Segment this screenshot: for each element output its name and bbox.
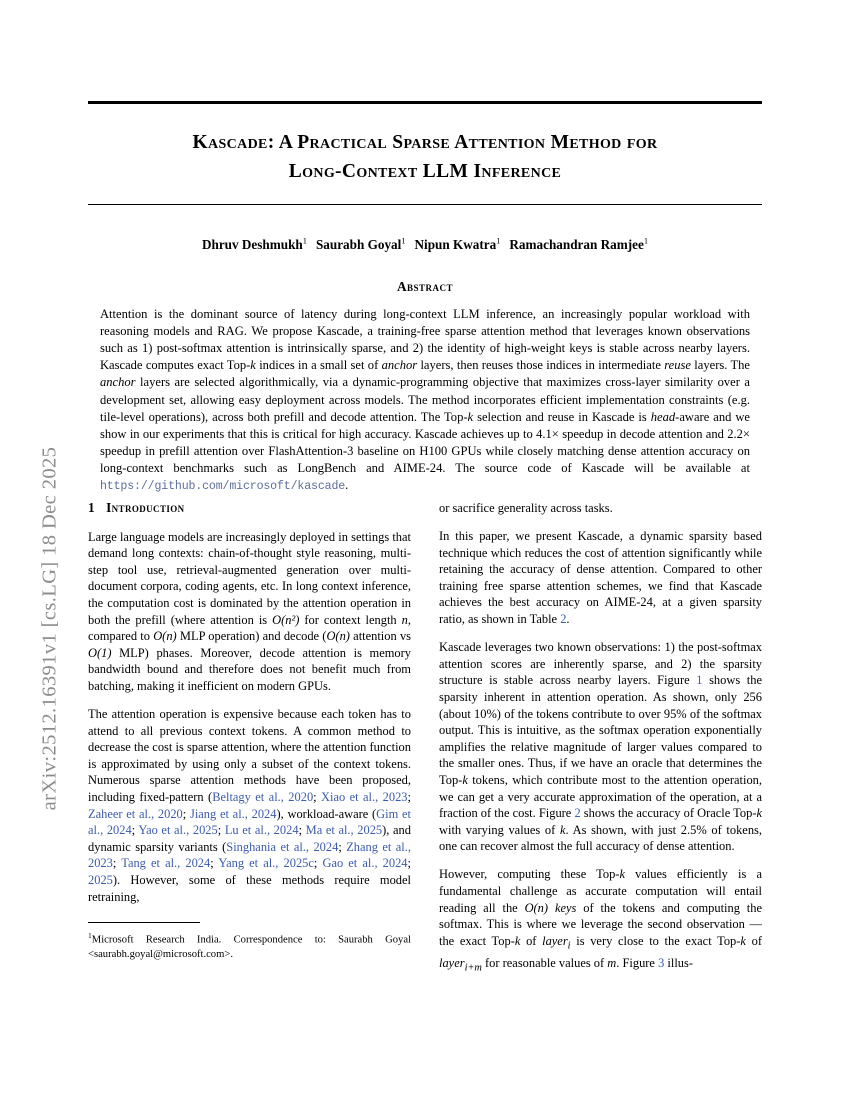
rc-p4-t5: of xyxy=(520,933,543,948)
rc-p4-t1: However, computing these Top- xyxy=(439,867,620,882)
lc-p1-math-4: O(n) xyxy=(326,629,350,644)
lc-p1-math-3: O(n) xyxy=(153,629,177,644)
lc-p2-s3: ; xyxy=(182,806,190,821)
lc-p2-s11: ; xyxy=(407,856,411,871)
rc-p4-math-3: k xyxy=(514,933,521,948)
author-4-name: Ramachandran Ramjee xyxy=(509,237,644,253)
lc-p2-s7: ; xyxy=(338,839,347,854)
lc-p2-s9: ; xyxy=(210,856,219,871)
citation-jiang-2024[interactable]: Jiang et al., 2024 xyxy=(189,806,277,821)
lc-p1-t3: , compared to xyxy=(88,612,411,644)
author-3 xyxy=(415,237,501,252)
abstract-em-anchor-2: anchor xyxy=(100,375,136,390)
rc-p3-t5: with varying values of xyxy=(439,822,560,837)
rc-p3-t6: . As shown, with just 2.5% of tokens, one can recover almost the full accuracy of dense attention. xyxy=(439,822,762,854)
author-4-affiliation-mark: 1 xyxy=(643,236,649,246)
abstract-text-3: layers, then reuses those indices in intermediate xyxy=(417,358,665,373)
paper-title xyxy=(88,128,762,186)
lc-p2-s4: ; xyxy=(131,823,139,838)
rc-p3-t3: tokens, which contribute most to the attention operation, we can get a very accurate approximation of the operation, at a fraction of the cost. Figure xyxy=(439,772,762,821)
lc-p1-t6: MLP) phases. Moreover, decode attention is memory bandwidth bound and therefore does not benefit much from batching, making it inefficient on modern GPUs. xyxy=(88,645,411,693)
figure-reference-3[interactable]: 3 xyxy=(658,955,665,970)
paragraph-intro-2 xyxy=(88,706,411,905)
title-rule-bottom xyxy=(88,204,762,205)
lc-p2-s6: ; xyxy=(298,823,306,838)
citation-yao-2025[interactable]: Yao et al., 2025 xyxy=(138,823,218,838)
lc-p1-t2: for context length xyxy=(299,612,402,627)
rc-p4-t2: values efficiently is a fundamental challenge as accurate computation will entail reading all the xyxy=(439,867,762,915)
abstract-body xyxy=(100,306,750,495)
abstract-text-2: indices in a small set of xyxy=(255,358,382,373)
rc-p4-t9: . Figure xyxy=(616,955,659,970)
rc-p3-t2: shows the sparsity inherent in attention operation. As shown, only 256 (about 10%) of the tokens contribute to over 95% of the softmax output. This is intuitive, as the softmax operation exponentially amplifies the relative magnitude of larger values compared to the smaller ones. Thus, if we have an oracle that determines the Top- xyxy=(439,673,762,787)
paragraph-intro-1 xyxy=(88,529,411,695)
lc-p1-math-5: O(1) xyxy=(88,645,112,660)
figure-reference-2[interactable]: 2 xyxy=(574,806,581,821)
citation-zaheer-2020[interactable]: Zaheer et al., 2020 xyxy=(88,806,183,821)
author-4 xyxy=(509,237,648,252)
paragraph-right-1: or sacrifice generality across tasks. xyxy=(439,501,613,515)
rc-p4-layer-im xyxy=(439,955,482,974)
abstract-source-code-url[interactable]: https://github.com/microsoft/kascade xyxy=(100,480,346,494)
rc-p4-em-keys: keys xyxy=(554,900,577,915)
citation-gao-2024[interactable]: Gao et al., 2024 xyxy=(322,856,408,871)
author-1-affiliation-mark: 1 xyxy=(302,236,307,246)
body-columns xyxy=(88,500,762,977)
abstract-heading: Abstract xyxy=(396,279,454,295)
lc-p1-t5: attention vs xyxy=(349,629,412,644)
citation-tang-2024[interactable]: Tang et al., 2024 xyxy=(121,856,211,871)
lc-p2-s10: ; xyxy=(313,856,323,871)
header-rule-top xyxy=(88,101,762,104)
lc-p2-s5: ; xyxy=(217,823,225,838)
rc-p4-t10: illus- xyxy=(664,955,693,970)
section-heading-introduction xyxy=(88,500,411,517)
abstract-text-5: layers are selected algorithmically, via a dynamic-programming objective that maximizes cross-layer similarity over a development set, allowing easy deployment across models. The method incorporates efficient implementation constraints (e.g. tile-level operations), across both prefill and decode attention. The Top- xyxy=(100,375,750,424)
citation-beltagy-2020[interactable]: Beltagy et al., 2020 xyxy=(212,790,314,804)
footnote-text xyxy=(88,929,411,962)
abstract-text-4: layers. The xyxy=(690,358,750,373)
citation-yang-2025c[interactable]: Yang et al., 2025c xyxy=(218,856,314,871)
citation-ma-2025[interactable]: Ma et al., 2025 xyxy=(305,823,383,838)
title-line-2: Long-Context LLM Inference xyxy=(288,160,562,182)
lc-p2-t1: The attention operation is expensive because each token has to attend to all previous context tokens. A common method to decrease the cost is sparse attention, where the attention function is approximated by using only a subset of the context tokens. Numerous sparse attention methods have been proposed, including fixed-pattern ( xyxy=(88,707,411,804)
author-1-name: Dhruv Deshmukh xyxy=(201,237,303,253)
paragraph-right-2 xyxy=(439,528,762,628)
rc-p3-math-1: k xyxy=(462,772,468,787)
abstract-text-6: selection and reuse in Kascade is xyxy=(473,409,651,424)
abstract-math-k-2: k xyxy=(467,409,474,424)
rc-p4-layer-im-sub: i+m xyxy=(464,962,482,974)
citation-singhania-2024[interactable]: Singhania et al., 2024 xyxy=(226,839,339,854)
citation-lu-2024[interactable]: Lu et al., 2024 xyxy=(224,823,299,838)
lc-p2-s8: ; xyxy=(112,856,122,871)
rc-p4-math-2: O(n) xyxy=(524,900,549,915)
lc-p2-s1: ; xyxy=(313,790,322,804)
rc-p4-t4: of the tokens and computing the softmax. This is where we leverage the second observation — the exact Top- xyxy=(439,900,763,948)
lc-p2-t3: ), and dynamic sparsity variants ( xyxy=(88,823,411,854)
paragraph-right-4 xyxy=(439,866,762,977)
footnote-mark: 1 xyxy=(88,931,92,940)
rc-p3-math-2: k xyxy=(756,806,762,821)
lc-p2-s2: ; xyxy=(407,790,411,804)
rc-p3-t1: Kascade leverages two known observations: 1) the post-softmax attention scores are inherently sparse, and 2) the sparsity structure is stable across nearby layers. Figure xyxy=(439,640,762,688)
arxiv-stamp-text: arXiv:2512.16391v1 [cs.LG] 18 Dec 2025 xyxy=(38,446,61,811)
rc-p4-math-1: k xyxy=(619,867,625,882)
lc-p1-math-2: n xyxy=(401,612,408,627)
left-column xyxy=(88,500,411,977)
author-3-affiliation-mark: 1 xyxy=(496,236,501,246)
rc-p4-layer-i-sub: i xyxy=(567,940,571,952)
figure-reference-1[interactable]: 1 xyxy=(696,673,703,688)
table-reference-2[interactable]: 2 xyxy=(560,612,567,627)
abstract-em-reuse-1: reuse xyxy=(664,358,691,373)
rc-p4-math-5: k xyxy=(740,933,746,948)
author-2 xyxy=(316,237,406,252)
abstract-math-k-1: k xyxy=(250,358,256,373)
author-list xyxy=(88,237,762,253)
paragraph-right-3 xyxy=(439,639,762,855)
citation-xiao-2023[interactable]: Xiao et al., 2023 xyxy=(321,790,408,804)
rc-p4-layer-i xyxy=(542,933,571,952)
lc-p1-t1: Large language models are increasingly deployed in settings that demand long contexts: chain-of-thought style reasoning, multi-step tool use, retrieval-augmented generation over multi-document corpora, coding agents, etc. In long context inference, the computation cost is dominated by the attention operation in both the prefill (where attention is xyxy=(88,529,411,627)
rc-p4-t6: is very close to the exact Top- xyxy=(570,933,741,948)
lc-p1-t4: MLP operation) and decode ( xyxy=(176,629,327,644)
paper-page xyxy=(88,0,762,1100)
abstract-em-anchor-1: anchor xyxy=(381,358,418,373)
citation-gim-2024[interactable]: Gim et al., 2024 xyxy=(88,806,411,838)
rc-p4-t7: of xyxy=(745,933,762,948)
author-1 xyxy=(202,237,307,252)
lc-p2-t4: ). However, some of these methods require model retraining, xyxy=(88,872,411,904)
footnote-block xyxy=(88,922,411,962)
abstract-text-7: -aware and we show in our experiments that this is critical for high accuracy. Kascade achieves up to 4.1× speedup in decode attention and 2.2× speedup in prefill attention over FlashAttention-3 baseline on H100 GPUs while closely matching dense attention accuracy on long-context benchmarks such as LongBench and AIME-24. The source code of Kascade will be available at xyxy=(100,409,750,475)
footnote-body: Microsoft Research India. Correspondence to: Saurabh Goyal <saurabh.goyal@microsoft.com>. xyxy=(88,934,411,960)
rc-p4-layer-i-base: layer xyxy=(542,933,568,948)
rc-p3-t4: shows the accuracy of Oracle Top- xyxy=(580,806,757,821)
citation-zhang-2023[interactable]: Zhang et al., 2023 xyxy=(88,839,411,871)
rc-p2-t1: In this paper, we present Kascade, a dynamic sparsity based technique which reduces the cost of attention significantly while retaining the accuracy of dense attention. Compared to other training free sparse attention schemes, we find that Kascade achieves the best accuracy on AIME-24, at a given sparsity ratio, as shown in Table xyxy=(439,529,762,627)
author-2-affiliation-mark: 1 xyxy=(401,236,406,246)
rc-p4-t8: for reasonable values of xyxy=(481,955,608,970)
lc-p2-t2: ), workload-aware ( xyxy=(276,806,377,821)
abstract-text-8: . xyxy=(345,478,349,493)
rc-p2-t2: . xyxy=(566,612,570,627)
abstract-em-head: head xyxy=(650,409,676,424)
rc-p4-t3 xyxy=(548,901,555,915)
section-number: 1 xyxy=(88,500,96,515)
author-2-name: Saurabh Goyal xyxy=(315,237,402,253)
citation-gao-2025[interactable]: 2025 xyxy=(88,872,113,887)
footnote-rule xyxy=(88,922,200,923)
section-title: Introduction xyxy=(106,500,185,515)
rc-p3-math-3: k xyxy=(559,822,566,837)
abstract-text-1: Attention is the dominant source of latency during long-context LLM inference, an increasingly popular workload with reasoning models and RAG. We propose Kascade, a training-free sparse attention method that leverages known observations such as 1) post-softmax attention is intrinsically sparse, and 2) the identity of high-weight keys is stable across nearby layers. Kascade computes exact Top- xyxy=(100,307,750,373)
rc-p4-layer-im-base: layer xyxy=(439,955,465,970)
title-line-1: Kascade: A Practical Sparse Attention Method for xyxy=(192,131,658,153)
lc-p1-math-1: O(n²) xyxy=(272,612,300,627)
arxiv-stamp xyxy=(0,0,64,1100)
right-column xyxy=(439,500,762,977)
author-3-name: Nipun Kwatra xyxy=(414,237,497,253)
rc-p4-math-7: m xyxy=(607,955,617,970)
